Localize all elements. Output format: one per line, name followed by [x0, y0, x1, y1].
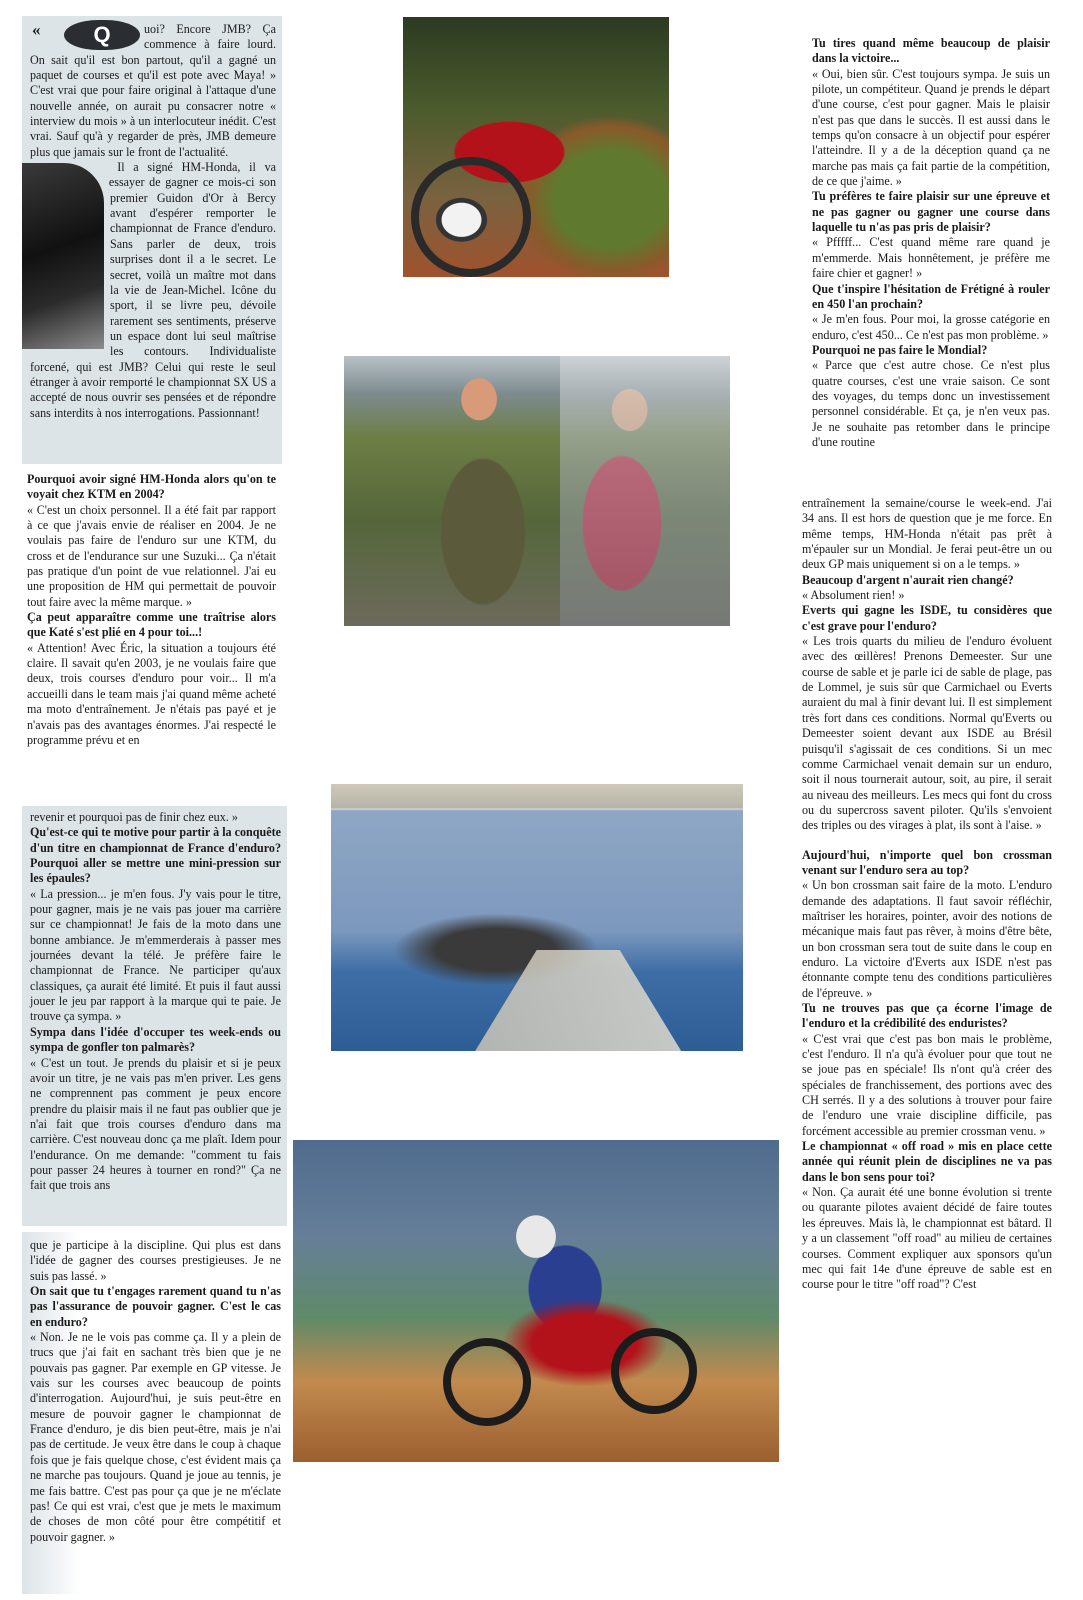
answer-text: « Parce que c'est autre chose. Ce n'est plus quatre courses, c'est une vraie saison. Ce sont des voyages, du temps donc un investissement personnel considérable. Et ça, je n'en veux pas. Je ne souhaite pas retomber dans le principe d'une routine — [812, 358, 1050, 449]
answer-text: « Pfffff... C'est quand même rare quand je m'emmerde. Mais honnêtement, je préfère me faire chier et gagner! » — [812, 235, 1050, 281]
answer-text: « Un bon crossman sait faire de la moto. L'enduro demande des adaptations. Il faut savoir réfléchir, maîtriser les horaires, pointer, avoir des notions de mécanique mais faut pas rêver, à moins d'être bête, un bon crossman sera tout de suite dans le coup en enduro. La victoire d'Everts aux ISDE n'est pas étonnante compte tenu des conditions particulières de l'épreuve. » — [802, 878, 1052, 1000]
photo-rear-wheel — [611, 1328, 697, 1414]
drop-cap — [64, 20, 140, 50]
question-heading: Tu préfères te faire plaisir sur une épreuve et ne pas gagner ou gagner une course dans laquelle tu n'as pas pris de plaisir? — [812, 189, 1050, 235]
question-heading: Pourquoi ne pas faire le Mondial? — [812, 342, 988, 357]
photo-rider-action — [293, 1140, 779, 1462]
intro-paragraph-1: uoi? Encore JMB? Ça commence à faire lourd. On sait qu'il est bon partout, qu'il a gagné un paquet de courses et qu'il est pote avec Maya! » C'est vrai que pour faire original à l'attaque d'une nouvelle année, on aurait pu consacrer notre « interview du mois » à un interlocuteur inédit. C'est vrai. Sauf qu'à y regarder de près, JMB demeure plus que jamais sur le front de l'actualité. — [30, 22, 276, 159]
intro-paragraph-2: Il a signé HM-Honda, il va essayer de gagner ce mois-ci son premier Guidon d'Or à Bercy avant d'espérer remporter le championnat de France d'enduro. Sans parler de deux, trois surprises dont il a le secret. Le secret, voilà un maître mot dans la vie de Jean-Michel. Icône du sport, il se livre peu, dévoile rarement ses sentiments, préserve un espace dont lui seul maîtrise les contours. Individualiste forcené, qui est JMB? Celui qui reste le seul étranger à avoir remporté le championnat SX US a accepté de nous ouvrir ses pensées et de répondre sans interdits à nos interrogations. Passionnant! — [30, 160, 276, 420]
photo-front-wheel — [443, 1338, 531, 1426]
answer-text: « C'est un choix personnel. Il a été fait par rapport à ce que j'avais envie de réaliser en 2004. Je ne voulais pas faire de l'enduro sur une KTM, du cross et de l'endurance sur une Suzuki... Ça n'était pas pratique d'un point de vue relationnel. J'ai eu une proposition de HM qui permettait de pouvoir tout faire avec la même marque. » — [27, 502, 276, 609]
question-heading: Aujourd'hui, n'importe quel bon crossman venant sur l'enduro sera au top? — [802, 847, 1052, 877]
photo-two-riders-laughing — [344, 356, 730, 626]
open-quote-mark: « — [32, 20, 41, 39]
question-heading: Tu tires quand même beaucoup de plaisir dans la victoire... — [812, 36, 1050, 66]
answer-text: « Je m'en fous. Pour moi, la grosse catégorie en enduro, c'est 450... Ce n'est pas mon problème. » — [812, 312, 1050, 342]
right-column-bottom — [800, 496, 1054, 1396]
photo-motorbike-forest — [403, 17, 669, 277]
answer-text: « Non. Je ne le vois pas comme ça. Il y a plein de trucs que j'ai fait en sachant très bien que je ne pouvais pas gagner. Par exemple en GP vitesse. Je vais sur les courses avec beaucoup de points d'interrogation. Aujourd'hui, je suis peut-être en mesure de pouvoir gagner le championnat de France d'enduro, je dis bien peut-être, mais je n'ai pas de certitude. Je veux être dans le coup à chaque fois que je fais quelque chose, c'est évident mais ça ne marche pas toujours. Quand je joue au tennis, je me fais battre. C'est pas pour ça que je ne m'éclate pas! Ce qui est vrai, c'est que je mets le maximum de choses de mon côté pour être compétitif et pouvoir gagner. » — [30, 1330, 281, 1544]
question-heading: Que t'inspire l'hésitation de Frétigné à rouler en 450 l'an prochain? — [812, 281, 1050, 311]
question-heading: Le championnat « off road » mis en place cette année qui réunit plein de disciplines ne va pas dans le bon sens pour toi? — [802, 1139, 1052, 1184]
answer-text: « Attention! Avec Éric, la situation a toujours été claire. Il savait qu'en 2003, je ne voulais faire que deux, trois courses d'enduro pour voir... Il m'a accueilli dans le team mais j'ai quand même acheté ma moto d'entraînement. Je n'étais pas payé et je n'avais pas des avantages énormes. J'ai respecté le programme prévu et en — [27, 640, 276, 747]
question-heading: Tu ne trouves pas que ça écorne l'image de l'enduro et la crédibilité des enduristes? — [802, 1001, 1052, 1031]
answer-continuation: revenir et pourquoi pas de finir chez eux. » — [30, 810, 238, 824]
answer-text: « C'est un tout. Je prends du plaisir et si je peux avoir un titre, je ne vais pas m'en priver. Les gens ne comprennent pas comment je peux encore prendre du plaisir mais il ne faut pas oublier que je n'ai fait que trois courses d'enduro dans ma carrière. C'est nouveau donc ça me plaît. Idem pour l'endurance. On me demande: "comment tu fais pour passer 24 heures à tourner en rond?" Ça ne fait que trois ans — [30, 1055, 281, 1193]
question-heading: Sympa dans l'idée d'occuper tes week-ends ou sympa de gonfler ton palmarès? — [30, 1024, 281, 1055]
right-column-top — [808, 36, 1052, 496]
answer-text: « Oui, bien sûr. C'est toujours sympa. Je suis un pilote, un compétiteur. Quand je prends le départ d'une course, c'est pour gagner. Mais le plaisir n'est pas que dans le succès. Il est aussi dans le temps qu'on consacre à un objectif pour espérer l'atteindre. Il y a de la déception quand ça ne marche pas mais ça fait partie de la compétition, de ce que j'aime. » — [812, 66, 1050, 189]
question-heading: On sait que tu t'engages rarement quand tu n'as pas l'assurance de pouvoir gagner. C'est le cas en enduro? — [30, 1284, 281, 1329]
answer-continuation: que je participe à la discipline. Qui plus est dans l'idée de gagner des courses prestigieuses. Je ne suis pas lassé. » — [30, 1238, 281, 1283]
question-heading: Qu'est-ce qui te motive pour partir à la conquête d'un titre en championnat de France d'enduro? Pourquoi aller se mettre une mini-pression sur les épaules? — [30, 825, 281, 886]
question-heading: Pourquoi avoir signé HM-Honda alors qu'on te voyait chez KTM en 2004? — [27, 472, 276, 502]
left-column-block-3 — [22, 806, 287, 1226]
question-heading: Ça peut apparaître comme une traîtrise alors que Katé s'est plié en 4 pour toi...! — [27, 610, 276, 640]
rider-inset-image — [22, 163, 104, 349]
drop-cap-letter: Q — [93, 22, 111, 47]
photo-garage-bikes — [331, 784, 743, 1051]
answer-text: « Non. Ça aurait été une bonne évolution si trente ou quarante pilotes avaient décidé de faire toutes les épreuves. Mais là, le championnat est bâtard. Il y a un classement "off road" au milieu de certaines courses. Comment expliquer aux sponsors qu'un mec qui fait 14e d'une épreuve de sable est en course pour le titre "off road"? C'est — [802, 1185, 1052, 1292]
answer-text: « La pression... je m'en fous. J'y vais pour le titre, pour gagner, mais je ne vais pas jouer ma carrière sur ce championnat! Je fais de la moto dans une bonne ambiance. Je m'emmerderais à passer mes journées devant la télé. Je préfère faire le championnat de France. Ne participer qu'aux classiques, ça aurait été limité. Et puis il faut aussi jouer le jeu par rapport à la marque qui te paie. Je trouve ça sympa. » — [30, 886, 281, 1024]
left-column-block-4 — [22, 1232, 287, 1594]
answer-text: « Les trois quarts du milieu de l'enduro évoluent avec des œillères! Prenons Demeester. Sur une course de sable et je parle ici de sable de plage, pas de Lommel, je suis sûr que Carmichael ou Everts auraient du mal à finir devant lui. Il est simplement très fort dans ces conditions. Normal qu'Everts ou Demeester soient devant aux ISDE au Brésil puisqu'il s'agissait de ces conditions. Si un mec comme Carmichael venait demain sur un enduro, soit il nous tournerait autour, soit, au pire, il serait au niveau des meilleurs. Les mecs qui font du cross ou du supercross savent piloter. Qu'ils s'envoient des triples ou des virages à plat, ils sont à l'aise. » — [802, 634, 1052, 833]
question-heading: Everts qui gagne les ISDE, tu considères que c'est grave pour l'enduro? — [802, 603, 1052, 633]
photo-wheel — [411, 157, 531, 277]
left-column-block-2 — [22, 470, 282, 802]
question-heading: Beaucoup d'argent n'aurait rien changé? — [802, 572, 1014, 587]
answer-text: « C'est vrai que c'est pas bon mais le problème, c'est l'enduro. Il n'a qu'à évoluer pour que tout ne se joue pas en spéciale! Ils n'ont qu'à créer des spéciales de franchissement, des portions avec des CH serrés. Il y a des solutions à trouver pour faire de l'enduro une vraie discipline difficile, pas forcément accessible au premier crossman venu. » — [802, 1031, 1052, 1138]
answer-text: « Absolument rien! » — [802, 588, 905, 603]
answer-continuation: entraînement la semaine/course le week-end. J'ai 34 ans. Il est hors de question que je me force. En même temps, HM-Honda n'était pas prêt à m'épauler sur un Mondial. Je ferai peut-être un ou deux GP mais uniquement si on a le temps. » — [802, 496, 1052, 572]
intro-block — [22, 16, 282, 464]
